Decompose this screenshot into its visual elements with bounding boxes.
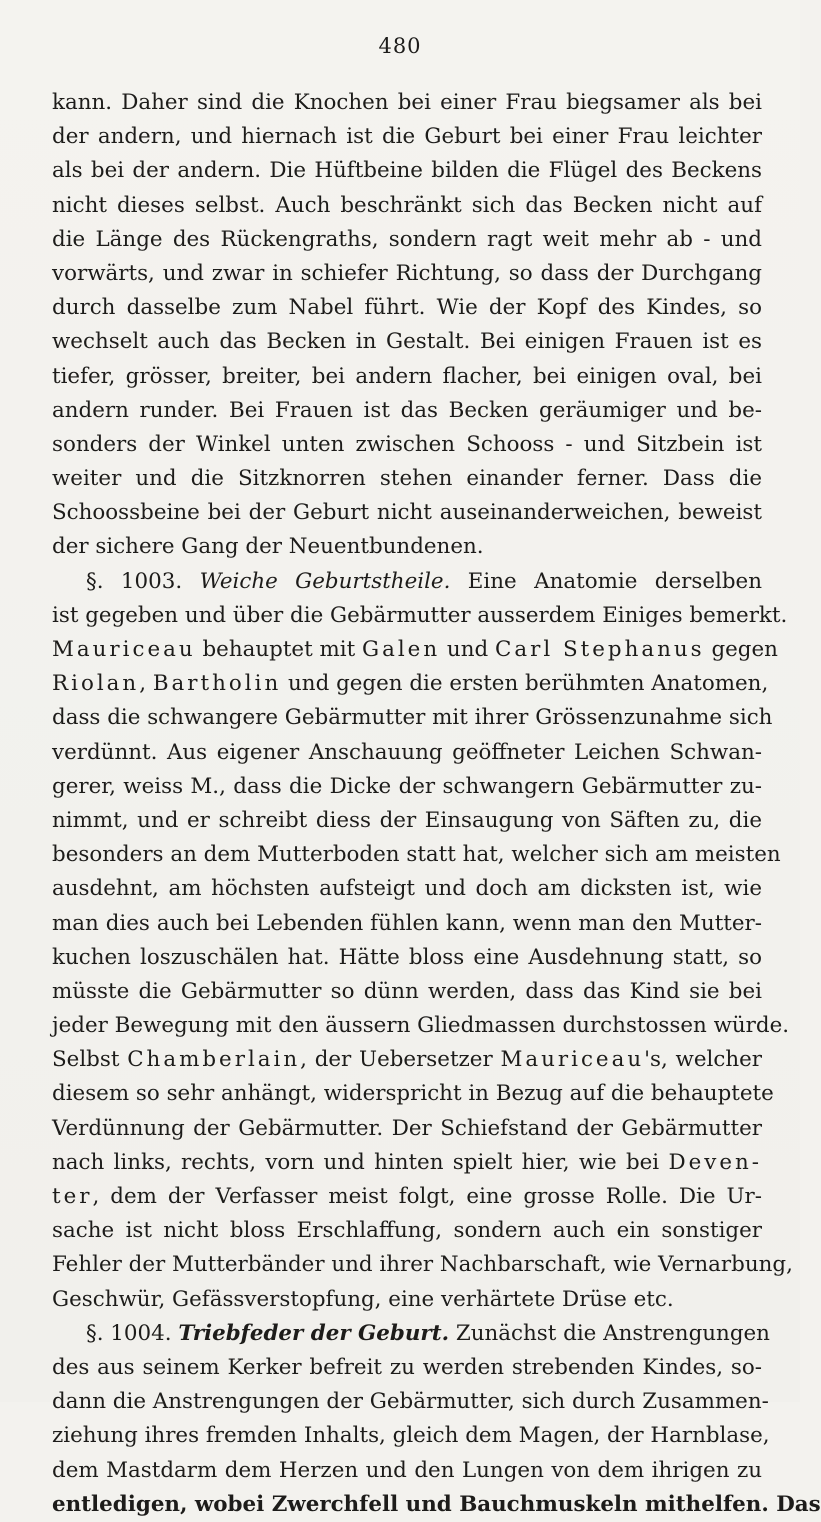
text-segment: müsste die Gebärmutter so dünn werden, dass das Kind sie bei <box>52 978 762 1004</box>
text-line <box>52 325 762 359</box>
text-segment: nicht dieses selbst. Auch beschränkt sich das Becken nicht auf <box>52 192 762 218</box>
text-line <box>52 1077 774 1111</box>
text-line <box>52 1419 770 1453</box>
spaced-name: Mauriceau <box>52 637 196 662</box>
text-line <box>52 872 762 906</box>
text-segment: gegen <box>704 637 778 662</box>
text-segment: und gegen die ersten berühmten Anatomen, <box>281 671 769 697</box>
text-line <box>52 291 762 325</box>
text-segment: der sichere Gang der Neuentbundenen. <box>52 534 484 560</box>
text-segment: Selbst <box>52 1047 128 1073</box>
text-segment: Verdünnung der Gebärmutter. Der Schiefstand der Gebärmutter <box>52 1115 762 1141</box>
text-segment: besonders an dem Mutterboden statt hat, welcher sich am meisten <box>52 842 781 868</box>
text-segment: verdünnt. Aus eigener Anschauung geöffneter Leichen Schwan- <box>52 739 762 765</box>
text-segment: andern runder. Bei Frauen ist das Becken geräumiger und be- <box>52 397 762 423</box>
text-segment: wechselt auch das Becken in Gestalt. Bei einigen Frauen ist es <box>52 329 762 355</box>
text-line <box>52 701 773 735</box>
text-segment: kann. Daher sind die Knochen bei einer Frau biegsamer als bei <box>52 90 762 115</box>
text-segment: Zunächst die Anstrengungen <box>449 1320 770 1346</box>
text-segment: der andern, und hiernach ist die Geburt bei einer Frau leichter <box>52 124 762 150</box>
spaced-name: ter <box>52 1184 93 1209</box>
text-line <box>52 1146 762 1180</box>
text-segment: nach links, rechts, vorn und hinten spielt hier, wie bei <box>52 1149 669 1175</box>
text-segment: Geschwür, Gefässverstopfung, eine verhärtete Drüse etc. <box>52 1286 674 1312</box>
text-segment: man dies auch bei Lebenden fühlen kann, wenn man den Mutter- <box>52 910 762 936</box>
text-line <box>52 770 762 804</box>
text-segment: , dem der Verfasser meist folgt, eine grosse Rolle. Die Ur- <box>92 1184 762 1209</box>
text-line <box>52 154 762 188</box>
emphasis-text: Triebfeder der Geburt. <box>178 1320 450 1346</box>
paragraph-start-line <box>52 565 762 599</box>
text-line <box>52 804 762 838</box>
text-line <box>52 907 762 941</box>
text-line <box>52 1283 762 1317</box>
body-text <box>52 86 821 1522</box>
text-segment: und <box>440 637 495 662</box>
text-line <box>52 462 762 496</box>
text-segment: Eine Anatomie derselben <box>450 568 762 594</box>
spaced-name: Mauriceau <box>500 1047 645 1073</box>
text-segment: , <box>139 671 153 697</box>
text-line <box>52 496 762 530</box>
text-line <box>52 428 762 462</box>
text-line <box>52 223 762 257</box>
text-segment: dann die Anstrengungen der Gebärmutter, sich durch Zusammen- <box>52 1389 769 1415</box>
text-segment: Fehler der Mutterbänder und ihrer Nachbarschaft, wie Vernarbung, <box>52 1252 793 1278</box>
text-segment: §. 1003. <box>86 568 200 594</box>
text-line <box>52 1009 790 1043</box>
text-line <box>52 633 778 667</box>
text-segment: des aus seinem Kerker befreit zu werden strebenden Kindes, so- <box>52 1354 762 1380</box>
text-segment: sonders der Winkel unten zwischen Schooss - und Sitzbein ist <box>52 431 762 457</box>
text-segment: ausdehnt, am höchsten aufsteigt und doch am dicksten ist, wie <box>52 876 762 902</box>
text-line <box>52 1488 821 1522</box>
text-line <box>52 838 781 872</box>
text-line <box>52 257 762 291</box>
text-segment: ist gegeben und über die Gebärmutter ausserdem Einiges bemerkt. <box>52 602 788 628</box>
text-line <box>52 1385 769 1419</box>
text-line <box>52 394 762 428</box>
spaced-name: Bartholin <box>152 671 282 697</box>
text-segment: Schoossbeine bei der Geburt nicht auseinanderweichen, beweist <box>52 500 762 526</box>
text-line <box>52 941 762 975</box>
text-segment: diesem so sehr anhängt, widerspricht in Bezug auf die behauptete <box>52 1081 774 1107</box>
text-line <box>52 530 762 564</box>
emphasis-text: Weiche Geburtstheile. <box>199 568 451 594</box>
spaced-name: Chamberlain <box>127 1047 301 1073</box>
text-line <box>52 667 769 701</box>
text-line <box>52 599 788 633</box>
text-segment: durch dasselbe zum Nabel führt. Wie der Kopf des Kindes, so <box>52 295 762 321</box>
paragraph-start-line <box>52 1317 770 1351</box>
spaced-name: Deven- <box>668 1149 762 1175</box>
text-segment: jeder Bewegung mit den äussern Gliedmassen durchstossen würde. <box>52 1013 790 1039</box>
text-segment: §. 1004. <box>86 1320 179 1346</box>
spaced-name: Galen <box>362 637 441 662</box>
text-line <box>52 86 762 120</box>
text-line <box>52 189 762 223</box>
spaced-name: Riolan <box>52 671 140 697</box>
text-line <box>52 736 762 770</box>
text-segment: als bei der andern. Die Hüftbeine bilden die Flügel des Beckens <box>52 158 762 184</box>
text-line <box>52 1454 762 1488</box>
spaced-name: Carl Stephanus <box>494 637 705 662</box>
text-line <box>52 975 762 1009</box>
text-segment: kuchen loszuschälen hat. Hätte bloss eine Ausdehnung statt, so <box>52 944 762 970</box>
text-segment: vorwärts, und zwar in schiefer Richtung, so dass der Durchgang <box>52 260 762 286</box>
text-segment: dass die schwangere Gebärmutter mit ihrer Grössenzunahme sich <box>52 705 773 731</box>
text-line <box>52 120 762 154</box>
text-segment: dem Mastdarm dem Herzen und den Lungen von dem ihrigen zu <box>52 1457 762 1483</box>
text-segment: behauptet mit <box>195 637 362 662</box>
text-segment: gerer, weiss M., dass die Dicke der schwangern Gebärmutter zu- <box>52 773 762 799</box>
text-line <box>52 1043 762 1077</box>
text-segment: , der Uebersetzer <box>300 1047 501 1073</box>
text-segment: 's, welcher <box>644 1047 762 1073</box>
emphasis-text: entledigen, wobei Zwerchfell und Bauchmuskeln mithelfen. Das <box>52 1491 821 1517</box>
text-segment: die Länge des Rückengraths, sondern ragt weit mehr ab - und <box>52 226 762 252</box>
text-segment: tiefer, grösser, breiter, bei andern flacher, bei einigen oval, bei <box>52 363 762 389</box>
text-line <box>52 1248 793 1282</box>
text-line <box>52 360 762 394</box>
text-line <box>52 1351 762 1385</box>
text-segment: weiter und die Sitzknorren stehen einander ferner. Dass die <box>52 466 762 492</box>
text-segment: sache ist nicht bloss Erschlaffung, sondern auch ein sonstiger <box>52 1218 762 1244</box>
text-segment: nimmt, und er schreibt diess der Einsaugung von Säften zu, die <box>52 807 762 833</box>
text-segment: ziehung ihres fremden Inhalts, gleich dem Magen, der Harnblase, <box>52 1423 770 1449</box>
text-line <box>52 1214 762 1248</box>
page-number: 480 <box>378 34 422 58</box>
text-line <box>52 1112 762 1146</box>
text-line <box>52 1180 762 1214</box>
